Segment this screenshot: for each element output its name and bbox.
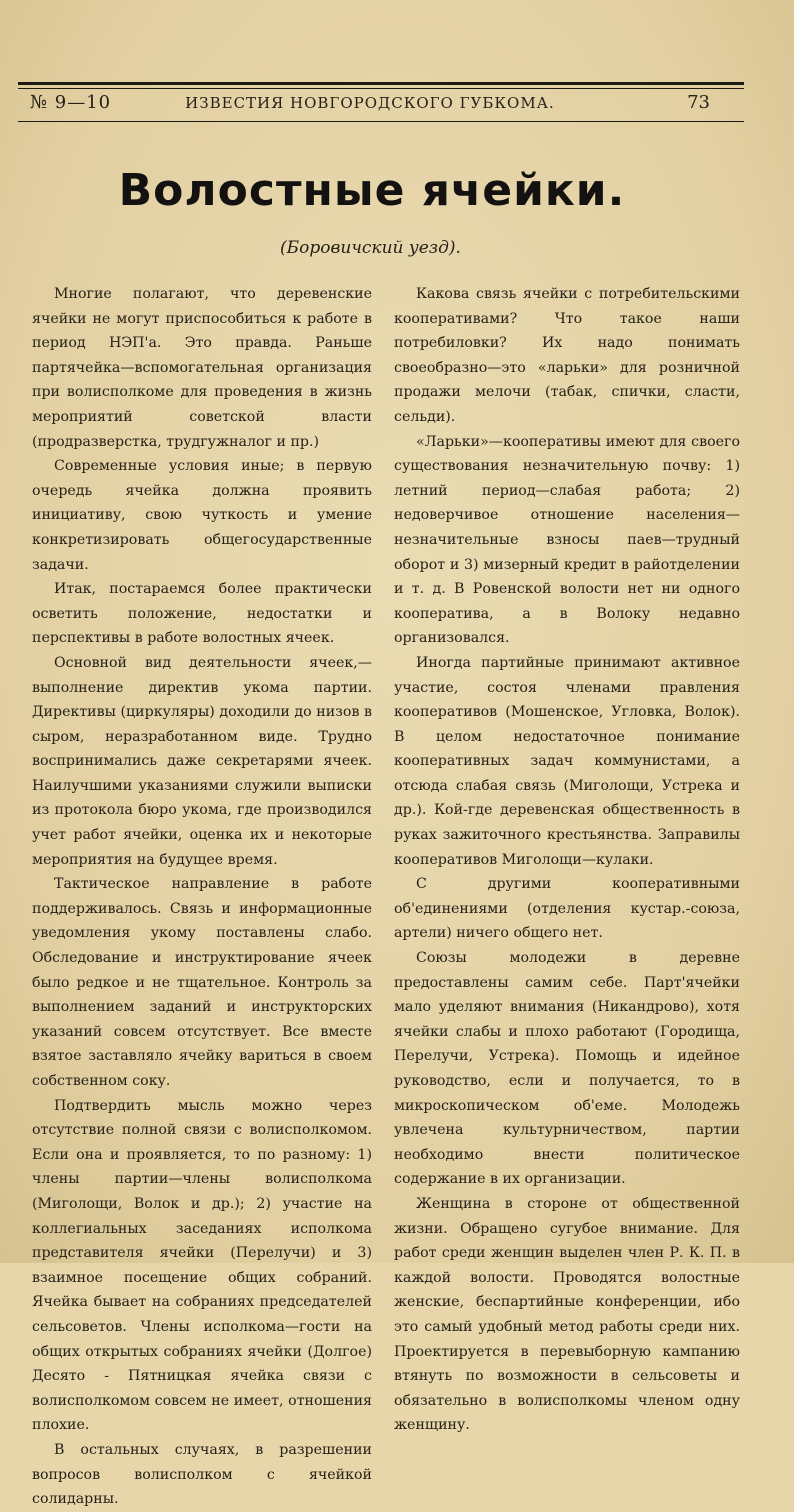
paragraph: Многие полагают, что деревенские ячейки не могут приспособиться к работе в период НЭП'а. Это правда. Раньше партячейка—вспомогательная организация при волисполкоме для проведения в жизнь мероприятий советской власти (продразверстка, трудгужналог и пр.): [32, 286, 372, 450]
paragraph: С другими кооперативными об'единениями (отделения кустар.-союза, артели) ничего общего нет.: [394, 876, 740, 942]
paragraph: Женщина в стороне от общественной жизни. Обращено сугубое внимание. Для работ среди женщин выделен член Р. К. П. в каждой волости. Проводятся волостные женские, беспартийные конференции, ибо это самый удобный метод работы среди них. Проектируется в перевыборную кампанию втянуть по возможности в сельсоветы и обязательно в волисполкомы членом одну женщину.: [394, 1195, 740, 1434]
paragraph: «Ларьки»—кооперативы имеют для своего существования незначительную почву: 1) летний период—слабая работа; 2) недоверчивое отношение населения—незначительные взносы паев—трудный оборот и 3) мизерный кредит в райотделении и т. д. В Ровенской волости нет ни одного кооператива, а в Волоку недавно организовался.: [394, 433, 740, 647]
paragraph: В остальных случаях, в разрешении вопросов волисполком с ячейкой солидарны.: [32, 1441, 372, 1508]
paragraph: Современные условия иные; в первую очередь ячейка должна проявить инициативу, свою чуткость и умение конкретизировать общегосударственные задачи.: [32, 458, 372, 573]
left-column: [32, 282, 372, 1512]
paragraph: Подтвердить мысль можно через отсутствие полной связи с волисполкомом. Если она и проявляется, то по разному: 1) члены партии—члены волисполкома (Миголощи, Волок и др.); 2) участие на коллегиальных заседаниях исполкома представителя ячейки (Перелучи) и 3) взаимное посещение общих собраний. Ячейка бывает на собраниях председателей сельсоветов. Члены исполкома—гости на общих открытых собраниях ячейки (Долгое) Десято - Пятницкая ячейка связи с волисполкомом совсем не имеет, отношения плохие.: [32, 1097, 372, 1434]
header-top-rule: [18, 82, 744, 85]
paragraph: Иногда партийные принимают активное участие, состоя членами правления кооперативов (Мошенское, Угловка, Волок). В целом недостаточное понимание кооперативных задач коммунистами, а отсюда слабая связь (Миголощи, Устрека и др.). Кой-где деревенская общественность в руках зажиточного крестьянства. Заправилы кооперативов Миголощи—кулаки.: [394, 654, 740, 868]
paragraph: Итак, постараемся более практически осветить положение, недостатки и перспективы в работе волостных ячеек.: [32, 581, 372, 647]
paragraph: Союзы молодежи в деревне предоставлены самим себе. Парт'ячейки мало уделяют внимания (Никандрово), хотя ячейки слабы и плохо работают (Городища, Перелучи, Устрека). Помощь и идейное руководство, если и получается, то в микроскопическом об'еме. Молодежь увлечена культурничеством, партии необходимо внести политическое содержание в их организации.: [394, 950, 740, 1188]
article-title: Волостные ячейки.: [118, 165, 626, 216]
page-number: 73: [687, 92, 710, 113]
right-column: [394, 282, 740, 1438]
header-bottom-rule: [18, 121, 744, 122]
header-top-thin-rule: [18, 88, 744, 89]
paragraph: Основной вид деятельности ячеек,—выполнение директив укома партии. Директивы (циркуляры) доходили до низов в сыром, неразработанном виде. Трудно воспринимались даже секретарями ячеек. Наилучшими указаниями служили выписки из протокола бюро укома, где производился учет работ ячейки, оценка их и некоторые мероприятия на будущее время.: [32, 654, 372, 868]
article-subtitle: (Боровичский уезд).: [280, 238, 461, 258]
paragraph: Какова связь ячейки с потребительскими кооперативами? Что такое наши потребиловки? Их надо понимать своеобразно—это «ларьки» для розничной продажи мелочи (табак, спички, сласти, сельди).: [394, 286, 740, 425]
journal-title: ИЗВЕСТИЯ НОВГОРОДСКОГО ГУБКОМА.: [185, 94, 555, 112]
issue-number: № 9—10: [30, 92, 112, 113]
paragraph: Тактическое направление в работе поддерживалось. Связь и информационные уведомления укому поставлены слабо. Обследование и инструктирование ячеек было редкое и не тщательное. Контроль за выполнением заданий и инструкторских указаний совсем отсутствует. Все вместе взятое заставляло ячейку вариться в своем собственном соку.: [32, 876, 372, 1089]
